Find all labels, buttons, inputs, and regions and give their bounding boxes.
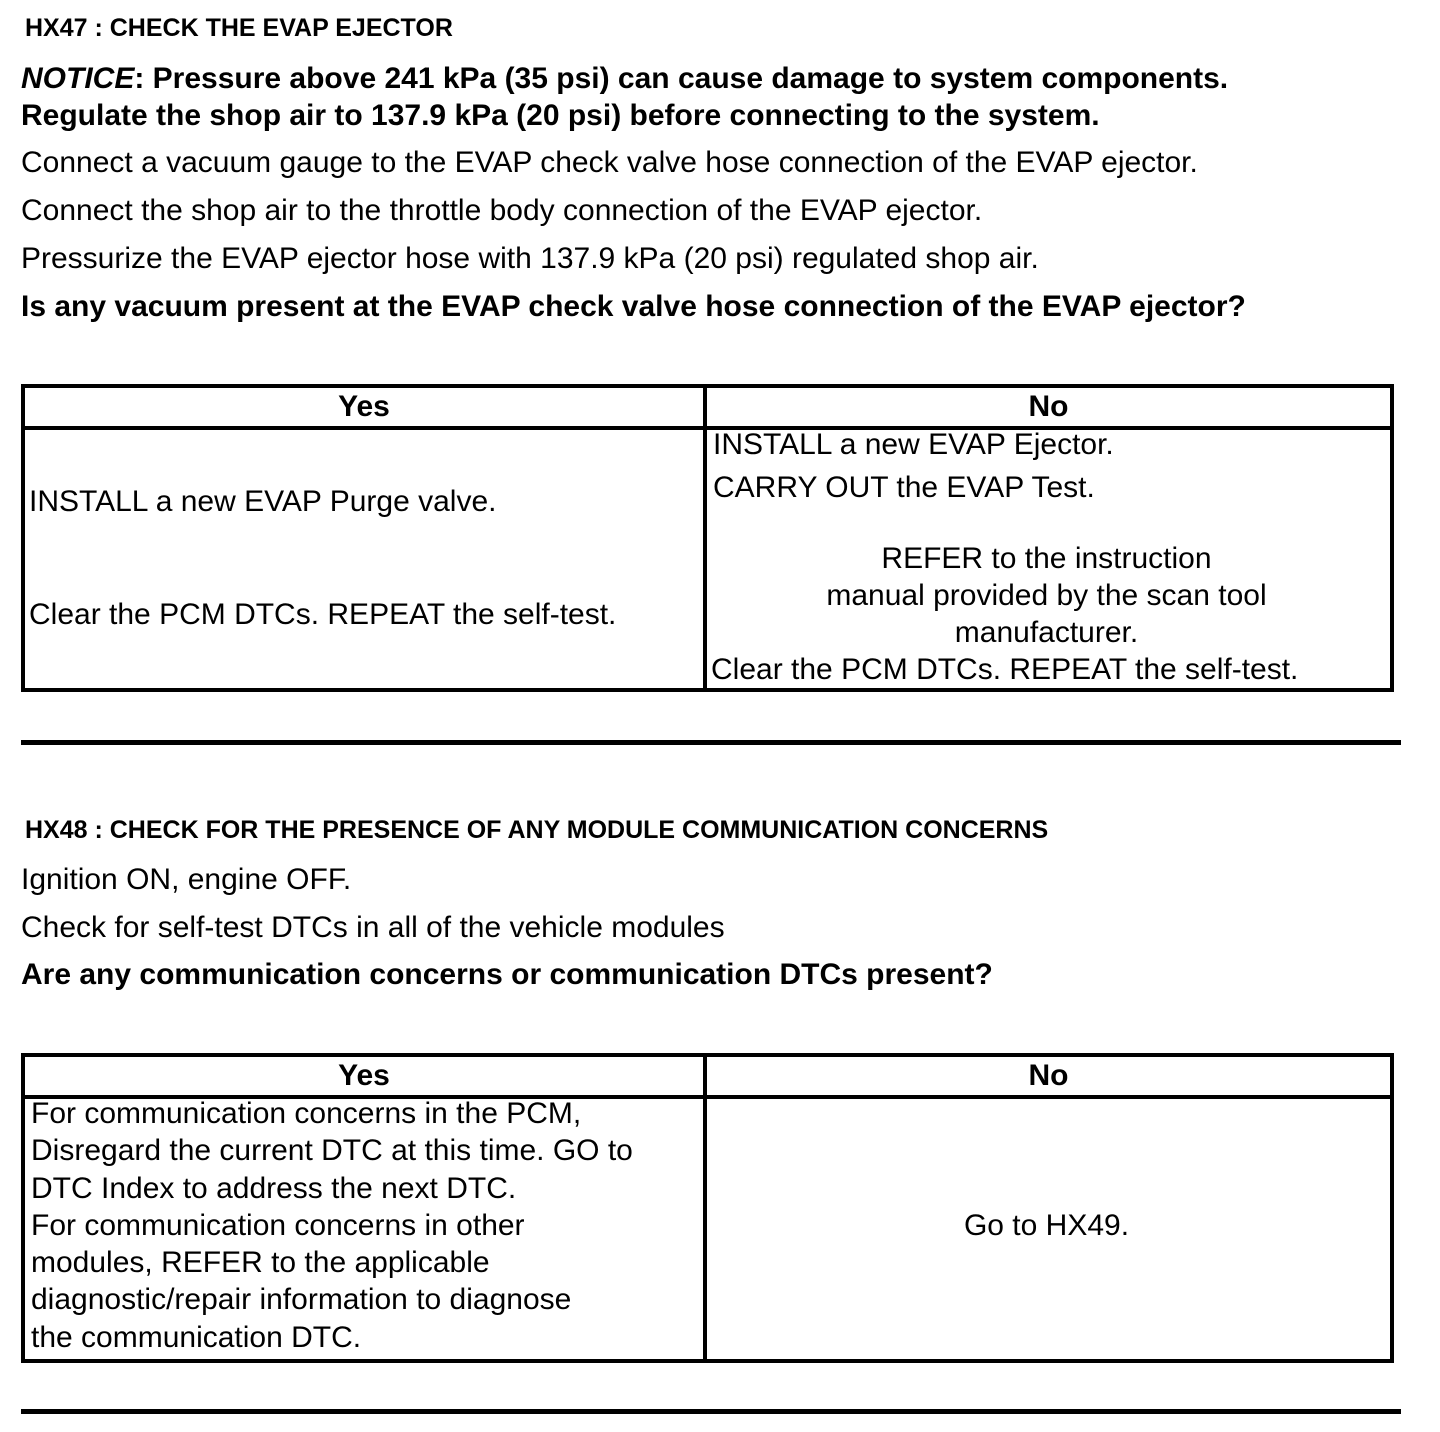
step-text: Connect the shop air to the throttle body connection of the EVAP ejector.	[21, 194, 983, 227]
cell-text: INSTALL a new EVAP Ejector.	[713, 428, 1114, 461]
cell-text: For communication concerns in the PCM,	[31, 1097, 582, 1130]
section-divider	[21, 740, 1401, 745]
cell-text: manual provided by the scan tool	[826, 579, 1267, 612]
no-column-header: No	[705, 1055, 1392, 1097]
cell-text: For communication concerns in other	[31, 1209, 525, 1242]
notice-text-line2: Regulate the shop air to 137.9 kPa (20 psi) before connecting to the system.	[21, 99, 1100, 132]
yes-cell	[23, 428, 705, 690]
cell-text: REFER to the instruction	[881, 542, 1212, 575]
cell-text: the communication DTC.	[31, 1321, 362, 1354]
notice-label: NOTICE	[21, 62, 135, 95]
section-divider	[21, 1409, 1401, 1414]
step-text: Pressurize the EVAP ejector hose with 137.9 kPa (20 psi) regulated shop air.	[21, 242, 1039, 275]
yes-column-header: Yes	[23, 386, 705, 428]
cell-text: diagnostic/repair information to diagnose	[31, 1283, 572, 1316]
yes-column-header: Yes	[23, 1055, 705, 1097]
no-cell	[705, 428, 1392, 690]
cell-text: Clear the PCM DTCs. REPEAT the self-test.	[711, 653, 1299, 686]
cell-text: Disregard the current DTC at this time. GO to	[31, 1134, 633, 1167]
cell-text: DTC Index to address the next DTC.	[31, 1172, 517, 1205]
section-heading-hx47: HX47 : CHECK THE EVAP EJECTOR	[25, 14, 453, 42]
no-column-header: No	[705, 386, 1392, 428]
step-text: Connect a vacuum gauge to the EVAP check valve hose connection of the EVAP ejector.	[21, 146, 1198, 179]
cell-text: Go to HX49.	[963, 1209, 1130, 1242]
notice-text-line1: : Pressure above 241 kPa (35 psi) can cause damage to system components.	[134, 62, 1229, 95]
yes-cell	[23, 1097, 705, 1361]
no-cell	[705, 1097, 1392, 1361]
step-text: Ignition ON, engine OFF.	[21, 863, 352, 896]
question-text: Is any vacuum present at the EVAP check valve hose connection of the EVAP ejector?	[21, 290, 1246, 323]
cell-text: INSTALL a new EVAP Purge valve.	[29, 485, 497, 518]
cell-text: manufacturer.	[954, 616, 1139, 649]
section-heading-hx48: HX48 : CHECK FOR THE PRESENCE OF ANY MODULE COMMUNICATION CONCERNS	[25, 816, 1049, 844]
question-text: Are any communication concerns or communication DTCs present?	[21, 958, 993, 991]
decision-table-hx47	[21, 384, 1394, 692]
step-text: Check for self-test DTCs in all of the vehicle modules	[21, 911, 725, 944]
notice	[21, 60, 1228, 134]
cell-text: modules, REFER to the applicable	[31, 1246, 490, 1279]
cell-text: Clear the PCM DTCs. REPEAT the self-test.	[29, 598, 617, 631]
decision-table-hx48	[21, 1053, 1394, 1363]
cell-text: CARRY OUT the EVAP Test.	[713, 471, 1095, 504]
